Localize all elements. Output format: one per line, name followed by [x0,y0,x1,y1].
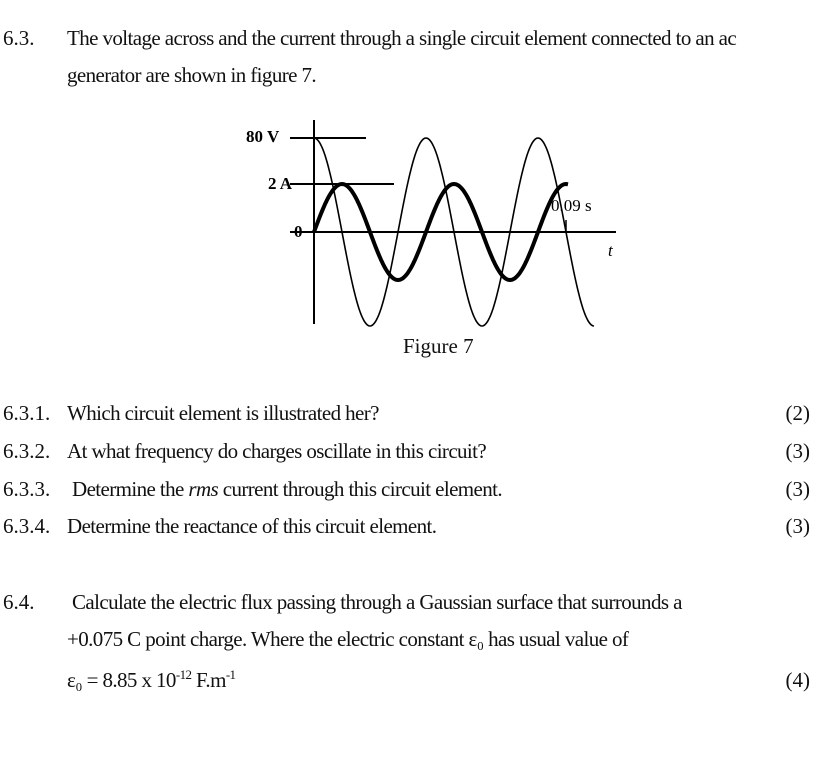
question-text-line: +0.075 C point charge. Where the electric constant ε₀ has usual value of [67,627,629,651]
marks-label: (3) [785,514,810,538]
question-number: 6.3. [3,26,35,50]
marks-label: (3) [785,439,810,463]
time-marker-label: 0.09 s [551,196,592,215]
subquestion-text: At what frequency do charges oscillate in this circuit? [67,439,487,463]
time-axis-label: t [608,241,613,260]
question-text-line: The voltage across and the current through a single circuit element connected to an ac [67,26,737,50]
marks-label: (3) [785,477,810,501]
voltage-label: 80 V [246,127,280,146]
figure-caption: Figure 7 [403,334,474,358]
current-label: 2 A [268,174,293,193]
marks-label: (4) [785,668,810,692]
question-text-line: generator are shown in figure 7. [67,63,317,87]
epsilon-value: ε₀ = 8.85 x $10^{-12}$ $F.m^{-1}$ [67,667,236,692]
subquestion-number: 6.3.3. [3,477,51,501]
subquestion-text: Which circuit element is illustrated her? [67,401,379,425]
subquestion-number: 6.3.1. [3,401,51,425]
subquestion-text: Determine the rms current through this circuit element. [72,477,503,501]
subquestion-text: Determine the reactance of this circuit element. [67,514,437,538]
subquestion-number: 6.3.2. [3,439,51,463]
subquestion-number: 6.3.4. [3,514,51,538]
question-number: 6.4. [3,590,35,614]
question-text-line: Calculate the electric flux passing through a Gaussian surface that surrounds a [72,590,682,614]
zero-label: 0 [294,222,303,241]
voltage-current-graph [232,112,632,334]
marks-label: (2) [785,401,810,425]
